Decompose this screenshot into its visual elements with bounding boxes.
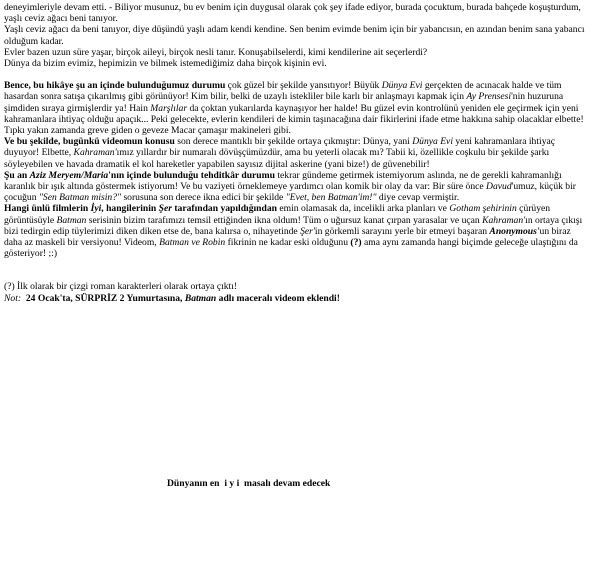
note-label: Not: [4,292,22,304]
text-run: un biraz daha az maskeli bir versiyonu! Videom, [4,225,571,249]
paragraph-2 [4,136,587,170]
text-run: son derece mantıklı bir şekilde ortaya çıkmıştır: Dünya, yani [174,136,413,148]
italic-run: "Sen Batman misin?" [38,192,122,204]
closing-line [167,478,330,489]
text-run: çok güzel bir şekilde yansıtıyor! Büyük [225,80,382,92]
italic-run: Marşlılar [150,102,188,114]
spacer [4,69,587,80]
bold-run: 24 Ocak'ta, SÜRPRİZ 2 Yumurtasına, [25,292,185,304]
text-run: in görkemli sarayını yerle bir etmeyi başaran [314,225,490,237]
text-run: gerçekten de acınacak halde ve tüm hasardan sonra satışa çıkarılmış gibi görünüyor! Kim bilir, belki de uzaylı istekliler bile karlı bir anlaşmayı kapmak için [4,80,562,103]
text-run: 'nin huzuruna şimdiden sıraya girmişlerdir ya! Hain [4,91,564,114]
text-run: ın ortaya çıkışı bizi tedirgin edip tüylerimizi diken diken etse de, bana kalırsa o, nihayetinde [4,214,583,237]
text-run: serisinin bizim tarafımızı temsil ettiğinden ikna oldum! Tüm o uğursuz kanat çırpan yarasalar ve uçan [86,214,483,226]
italic-run: Dünya Evi [412,136,453,148]
paragraph-1-lead: Bence, bu hikâye şu an içinde bulunduğumuz [4,80,190,92]
bold-run: Hangi ünlü filmlerin [4,203,91,215]
paragraph-3 [4,170,587,204]
text-run: diye cevap vermiştir. [376,192,460,204]
bold-run: adlı maceralı videom eklendi! [216,292,340,304]
text-run: sorusuna son derece ikna edici bir şekilde [121,192,286,204]
bold-italic-run: Batman [184,292,217,304]
intro-line-3: Evler bazen uzun süre yaşar, birçok aileyi, birçok nesli tanır. Konuşabilselerdi, kimi kendilerine ait seçerlerdi? [4,46,428,58]
text-run: da çoktan yukarılarda kaynaşıyor her halde! Bu güzel evin kontrolünü yeniden ele geçirmek için yeni kahramanlara ihtiyaç olduğu apaçık... Peki gelecekte, evlerin kendileri de kimin taşınacağına dair fikirlerini ifade etme hakkına sahip olacaklar elbette! Tıpkı yakın zamanda greve giden o geveze Macar çamaşır makineleri gibi. [4,102,584,137]
paragraph-1 [4,80,587,136]
intro-line-1: deneyimleriyle devam etti. - Biliyor musunuz, bu ev benim için duygusal olarak çok şey ifade ediyor, burada çocuktum, burada bahçede koşuşturdum, yaşlı ceviz ağacı beni tanıyor. [4,2,581,25]
italic-run: Batman ve Robin [159,237,226,249]
paragraph-2-lead: Ve bu şekilde, bugünkü videomun konusu [4,136,175,148]
bold-italic-run: Anonymous' [489,225,540,237]
italic-run: "Evet, ben Batman'im!" [285,192,377,204]
italic-run: Gotham şehirinin [449,203,517,215]
text-run: tekrar gündeme getirmek istemiyorum aslında, ne de gerekli kahramanlığı karanlık bir ışık altında göstermek istiyorum! Ve bu vaziyeti örneklemeye yardımcı olan komik bir olay da var: Bir süre önce [4,169,562,193]
italic-run: Dünya Evi [381,80,423,92]
bold-italic-run: Aziz Meryem/Maria [29,169,109,181]
spacer [4,259,587,281]
italic-run: Ay Prensesi [466,91,512,103]
italic-run: Davud [486,181,512,193]
italic-run: Kahraman' [482,214,526,226]
bold-run: Şu an [4,169,30,181]
bold-italic-run: Şer [158,203,172,215]
italic-run: Şer' [300,225,315,237]
paragraph-4 [4,203,587,259]
intro-line-4: Dünya da bizim evimiz, hepimizin ve bilmek istemediğimiz daha birçok kişinin evi. [4,58,327,70]
bold-run: (?) [350,237,362,249]
text-run: fikrinin ne kadar eski olduğunu [225,237,351,249]
intro-line-2: Yaşlı ceviz ağacı da beni tanıyor, diye düşündü yaşlı adam kendi kendine. Sen benim evimde benim için bir yabancısın, en azından benim sana yabancı olduğum kadar. [4,24,585,47]
footnote-2 [4,293,587,304]
italic-run: Batman [56,214,87,226]
text-run: emin olamasak da, incelikli arka planları ve [276,203,450,215]
text-run: ama aynı zamanda hangi biçimde geleceğe ulaştığını da gösteriyor! ;:) [4,237,578,260]
italic-run: Kahraman' [73,147,117,159]
bold-run: , hangilerinin [101,203,159,215]
text-run: ımız yıllardır bir numaralı dövüşçümüzdür, ama bu yeterli olacak mı? Tabii ki, özellikle coşkulu bir şekilde şarkı söyleyebilen ve havada dramatik el kol hareketler yapabilen sayısız dijital askerine (yani bize!) de güvenebilir! [4,147,550,170]
text-run: çürüyen görüntüsüyle [4,203,551,226]
footnote-1: (?) İlk olarak bir çizgi roman karakterleri olarak ortaya çıktı! [4,281,238,293]
bold-italic-run: İyi [90,203,102,215]
bold-run: 'nın içinde bulunduğu tehditkâr durumu [108,169,275,181]
bold-run: tarafından yapıldığından [171,203,277,215]
paragraph-1-lead-2: durumu [191,80,226,92]
text-run: 'umuz, küçük bir çocuğun [4,181,576,204]
closing-text: Dünyanın en i y i masalı devam edecek [167,478,331,489]
text-run: yeni kahramanlara ihtiyaç duyuyor! Elbette, [4,136,556,159]
